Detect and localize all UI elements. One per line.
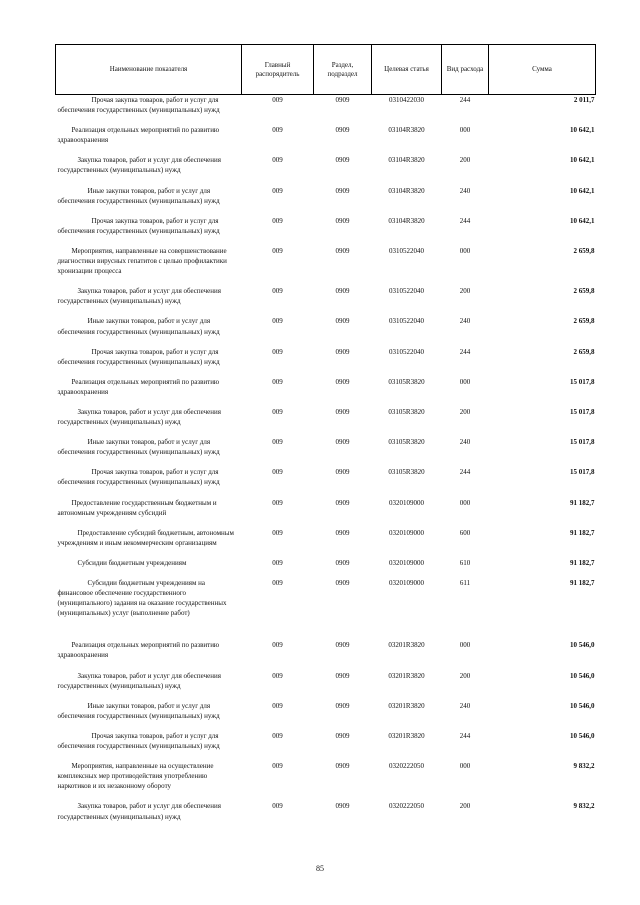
cell-target: 03201R3820	[388, 701, 425, 710]
table-body	[56, 95, 596, 832]
cell-section: 0909	[335, 377, 350, 386]
cell-sum: 2 659,8	[573, 246, 595, 255]
cell-section: 0909	[335, 468, 350, 477]
cell-name: Реализация отдельных мероприятий по развитию здравоохранения	[57, 126, 220, 145]
cell-target: 03104R3820	[388, 186, 425, 195]
header-section: Раздел, подраздел	[314, 45, 372, 95]
table-row	[56, 578, 596, 640]
table-row	[56, 125, 596, 155]
cell-type: 200	[459, 287, 471, 296]
cell-name: Иные закупки товаров, работ и услуг для обеспечения государственных (муниципальных) нужд	[57, 317, 220, 336]
table-row	[56, 407, 596, 437]
cell-section: 0909	[335, 156, 350, 165]
table-row	[56, 316, 596, 346]
cell-target: 03105R3820	[388, 438, 425, 447]
cell-name: Субсидии бюджетным учреждениям	[77, 558, 187, 567]
table-row	[56, 155, 596, 185]
cell-name: Предоставление государственным бюджетным и автономным учреждениям субсидий	[57, 498, 217, 517]
cell-name: Закупка товаров, работ и услуг для обеспечения государственных (муниципальных) нужд	[57, 156, 221, 175]
cell-type: 244	[459, 96, 471, 104]
cell-sum: 10 642,1	[570, 156, 595, 165]
cell-name: Мероприятия, направленные на осуществление комплексных мер противодействия употреблению наркотиков и их незаконному обороту	[57, 762, 214, 791]
cell-target: 03104R3820	[388, 216, 425, 225]
table-row	[56, 347, 596, 377]
table-row	[56, 467, 596, 497]
cell-target: 0310422030	[389, 96, 424, 104]
cell-admin: 009	[272, 96, 283, 104]
table-row	[56, 701, 596, 731]
cell-admin: 009	[272, 701, 283, 710]
cell-target: 03104R3820	[388, 126, 425, 135]
cell-section: 0909	[335, 126, 350, 135]
cell-admin: 009	[272, 186, 283, 195]
cell-sum: 10 546,0	[570, 641, 595, 650]
cell-target: 03105R3820	[388, 468, 425, 477]
cell-type: 000	[459, 498, 471, 507]
cell-type: 244	[459, 468, 471, 477]
cell-type: 240	[459, 317, 471, 326]
cell-admin: 009	[272, 762, 283, 771]
cell-sum: 91 182,7	[570, 579, 595, 587]
cell-section: 0909	[335, 287, 350, 296]
table-row	[56, 246, 596, 286]
cell-section: 0909	[335, 731, 350, 740]
table-row	[56, 216, 596, 246]
cell-admin: 009	[272, 558, 283, 567]
table-row	[56, 286, 596, 316]
cell-admin: 009	[272, 802, 283, 811]
cell-name: Мероприятия, направленные на совершенствование диагностики вирусных гепатитов с целью профилактики хронизации процесса	[57, 246, 227, 276]
cell-section: 0909	[335, 528, 350, 537]
cell-name: Иные закупки товаров, работ и услуг для обеспечения государственных (муниципальных) нужд	[57, 438, 220, 457]
cell-type: 000	[459, 641, 471, 650]
table-row	[56, 671, 596, 701]
cell-sum: 91 182,7	[570, 528, 595, 537]
cell-type: 000	[459, 377, 471, 386]
cell-target: 0320109000	[389, 579, 424, 587]
cell-target: 03201R3820	[388, 671, 425, 680]
page-number: 85	[316, 864, 324, 873]
cell-sum: 15 017,8	[570, 407, 595, 416]
cell-type: 611	[459, 579, 471, 587]
cell-name: Реализация отдельных мероприятий по развитию здравоохранения	[57, 641, 220, 660]
cell-type: 000	[459, 762, 471, 771]
cell-section: 0909	[335, 407, 350, 416]
cell-type: 200	[459, 407, 471, 416]
cell-section: 0909	[335, 579, 350, 587]
cell-admin: 009	[272, 641, 283, 650]
cell-admin: 009	[272, 246, 283, 255]
header-type: Вид расхода	[442, 45, 489, 95]
cell-target: 0310522040	[389, 287, 424, 296]
cell-sum: 2 659,8	[573, 287, 595, 296]
cell-sum: 10 642,1	[570, 216, 595, 225]
cell-type: 240	[459, 438, 471, 447]
cell-target: 0320109000	[389, 558, 424, 567]
cell-target: 0320109000	[389, 498, 424, 507]
cell-name: Закупка товаров, работ и услуг для обеспечения государственных (муниципальных) нужд	[57, 407, 221, 427]
table-header-row	[56, 45, 596, 95]
cell-sum: 9 832,2	[573, 802, 595, 811]
cell-name: Прочая закупка товаров, работ и услуг для обеспечения государственных (муниципальных) нужд	[57, 731, 220, 751]
cell-type: 240	[459, 186, 471, 195]
table-row	[56, 761, 596, 801]
cell-target: 0310522040	[389, 347, 424, 356]
cell-section: 0909	[335, 96, 350, 104]
cell-target: 03105R3820	[388, 407, 425, 416]
cell-name: Прочая закупка товаров, работ и услуг для обеспечения государственных (муниципальных) нужд	[57, 216, 220, 235]
cell-sum: 2 659,8	[573, 347, 595, 356]
table-row	[56, 640, 596, 670]
cell-type: 244	[459, 347, 471, 356]
cell-section: 0909	[335, 438, 350, 447]
header-sum: Сумма	[489, 45, 596, 95]
cell-section: 0909	[335, 186, 350, 195]
table-row	[56, 95, 596, 126]
cell-target: 0310522040	[389, 246, 424, 255]
cell-admin: 009	[272, 287, 283, 296]
cell-name: Иные закупки товаров, работ и услуг для обеспечения государственных (муниципальных) нужд	[57, 701, 220, 720]
cell-name: Прочая закупка товаров, работ и услуг для обеспечения государственных (муниципальных) нужд	[57, 96, 220, 115]
table-row	[56, 377, 596, 407]
cell-admin: 009	[272, 579, 283, 587]
cell-name: Закупка товаров, работ и услуг для обеспечения государственных (муниципальных) нужд	[57, 287, 221, 306]
cell-section: 0909	[335, 498, 350, 507]
cell-sum: 10 642,1	[570, 126, 595, 135]
cell-admin: 009	[272, 317, 283, 326]
cell-type: 610	[459, 558, 471, 567]
cell-type: 600	[459, 528, 471, 537]
cell-section: 0909	[335, 347, 350, 356]
cell-sum: 15 017,8	[570, 377, 595, 386]
cell-sum: 10 546,0	[570, 671, 595, 680]
cell-section: 0909	[335, 558, 350, 567]
cell-sum: 2 011,7	[573, 96, 595, 104]
cell-name: Прочая закупка товаров, работ и услуг для обеспечения государственных (муниципальных) нужд	[57, 468, 220, 487]
cell-name: Закупка товаров, работ и услуг для обеспечения государственных (муниципальных) нужд	[57, 802, 221, 821]
cell-target: 0320222050	[389, 802, 424, 811]
cell-type: 244	[459, 731, 471, 740]
cell-section: 0909	[335, 317, 350, 326]
cell-sum: 10 546,0	[570, 701, 595, 710]
header-target: Целевая статья	[372, 45, 442, 95]
cell-type: 200	[459, 802, 471, 811]
cell-sum: 91 182,7	[570, 558, 595, 567]
cell-type: 000	[459, 246, 471, 255]
cell-admin: 009	[272, 731, 283, 740]
cell-section: 0909	[335, 216, 350, 225]
cell-admin: 009	[272, 347, 283, 356]
cell-admin: 009	[272, 377, 283, 386]
cell-sum: 2 659,8	[573, 317, 595, 326]
header-name: Наименование показателя	[56, 45, 242, 95]
cell-admin: 009	[272, 671, 283, 680]
table-row	[56, 731, 596, 761]
cell-type: 200	[459, 671, 471, 680]
cell-sum: 9 832,2	[573, 762, 595, 771]
cell-target: 03105R3820	[388, 377, 425, 386]
cell-admin: 009	[272, 528, 283, 537]
cell-admin: 009	[272, 126, 283, 135]
cell-section: 0909	[335, 701, 350, 710]
cell-name: Иные закупки товаров, работ и услуг для обеспечения государственных (муниципальных) нужд	[57, 186, 220, 205]
cell-target: 03201R3820	[388, 641, 425, 650]
cell-section: 0909	[335, 246, 350, 255]
cell-name: Реализация отдельных мероприятий по развитию здравоохранения	[57, 377, 220, 396]
cell-section: 0909	[335, 641, 350, 650]
table-row	[56, 558, 596, 578]
table-row	[56, 528, 596, 558]
cell-name: Предоставление субсидий бюджетным, автономным учреждениям и иным некоммерческим организациям	[57, 528, 234, 547]
cell-section: 0909	[335, 762, 350, 771]
cell-sum: 10 642,1	[570, 186, 595, 195]
cell-section: 0909	[335, 671, 350, 680]
budget-table	[55, 44, 596, 832]
cell-target: 0320109000	[389, 528, 424, 537]
table-row	[56, 801, 596, 831]
cell-type: 240	[459, 701, 471, 710]
cell-admin: 009	[272, 498, 283, 507]
cell-target: 03104R3820	[388, 156, 425, 165]
cell-admin: 009	[272, 407, 283, 416]
cell-name: Субсидии бюджетным учреждениям на финансовое обеспечение государственного (муниципального) задания на оказание государственных (муниципальных) услуг (выполнение работ)	[57, 579, 227, 618]
cell-admin: 009	[272, 156, 283, 165]
cell-target: 0320222050	[389, 762, 424, 771]
cell-target: 03201R3820	[388, 731, 425, 740]
cell-sum: 91 182,7	[570, 498, 595, 507]
cell-target: 0310522040	[389, 317, 424, 326]
cell-admin: 009	[272, 216, 283, 225]
cell-sum: 15 017,8	[570, 438, 595, 447]
cell-admin: 009	[272, 438, 283, 447]
cell-name: Закупка товаров, работ и услуг для обеспечения государственных (муниципальных) нужд	[57, 671, 221, 690]
cell-admin: 009	[272, 468, 283, 477]
cell-name: Прочая закупка товаров, работ и услуг для обеспечения государственных (муниципальных) нужд	[57, 347, 220, 366]
header-admin: Главный распорядитель	[242, 45, 314, 95]
table-row	[56, 498, 596, 528]
cell-section: 0909	[335, 802, 350, 811]
cell-sum: 15 017,8	[570, 468, 595, 477]
cell-type: 244	[459, 216, 471, 225]
cell-type: 000	[459, 126, 471, 135]
cell-type: 200	[459, 156, 471, 165]
table-row	[56, 186, 596, 216]
table-row	[56, 437, 596, 467]
cell-sum: 10 546,0	[570, 731, 595, 740]
